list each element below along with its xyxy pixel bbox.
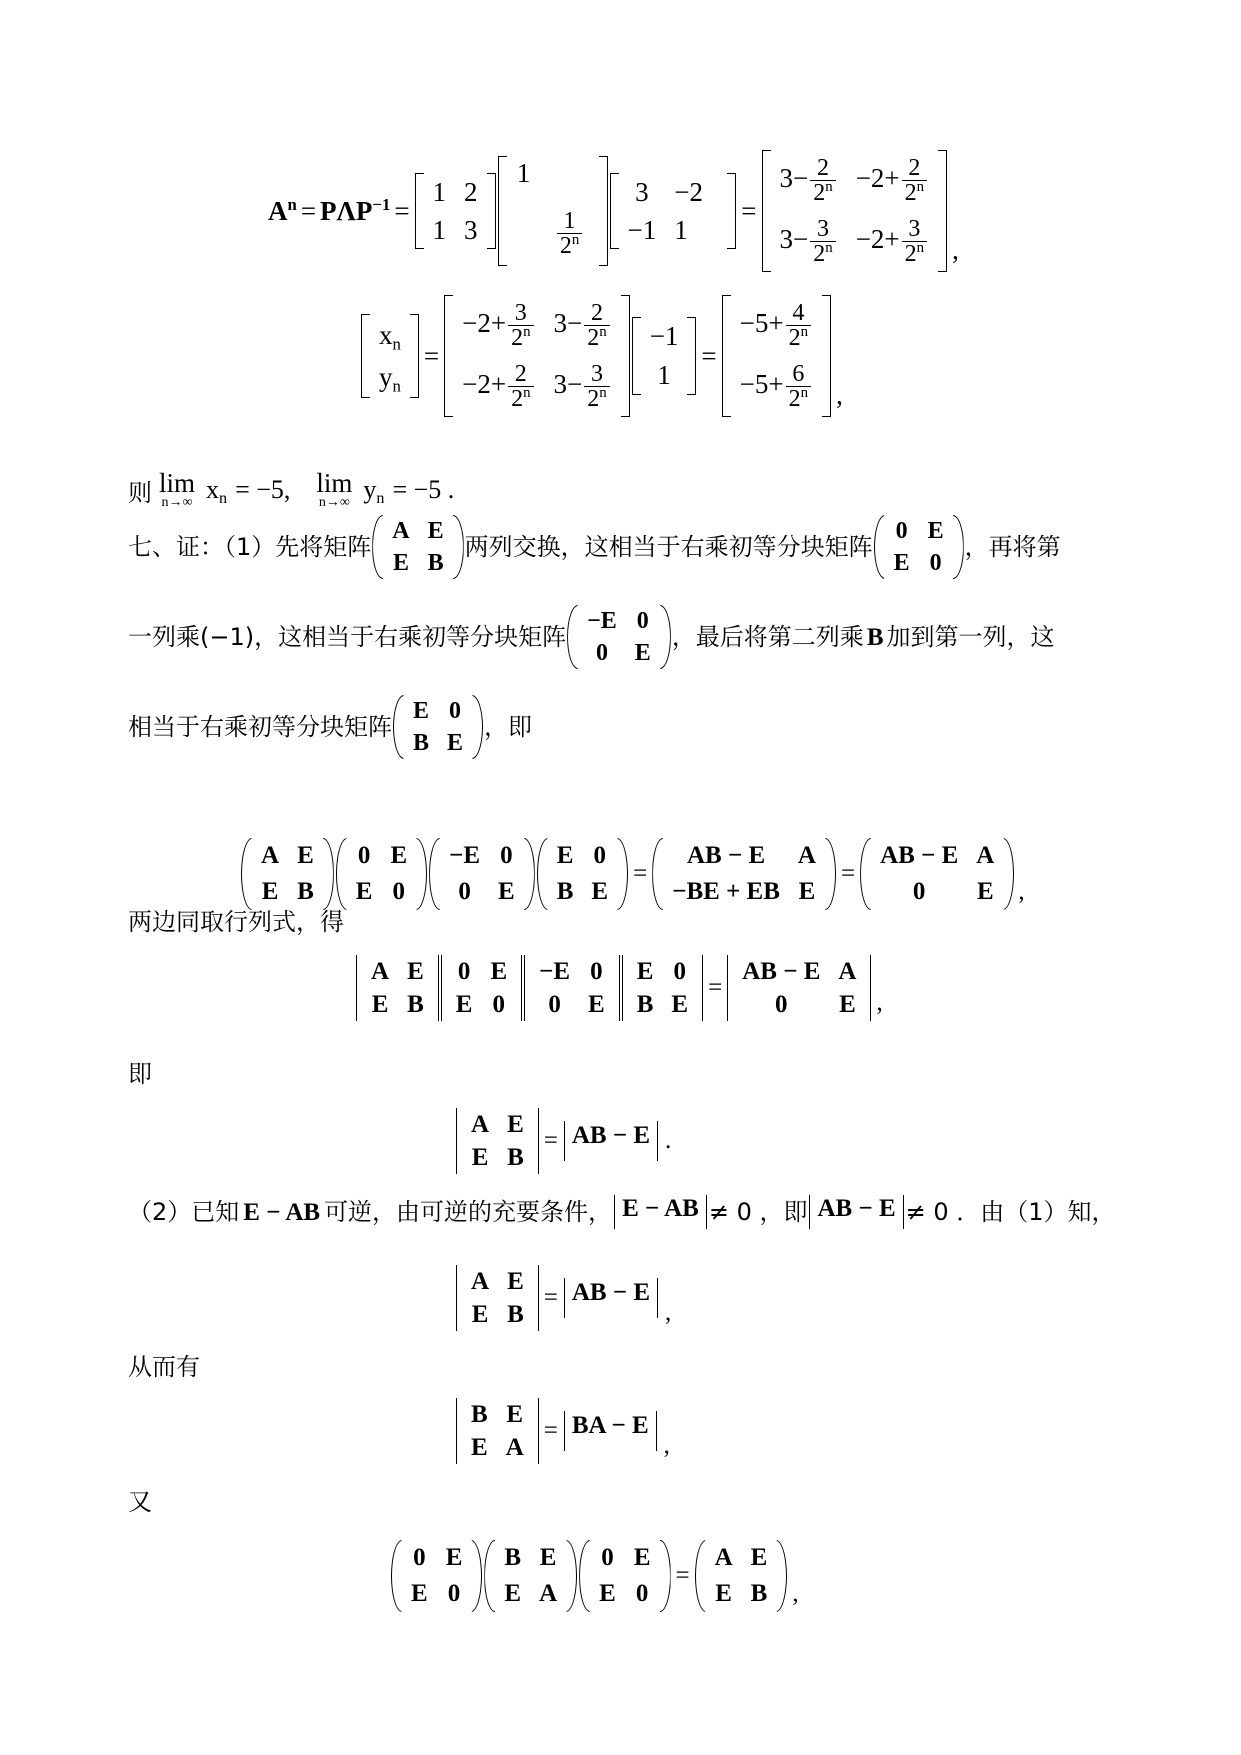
mat-cell: −BE + EB bbox=[672, 878, 780, 905]
vector-xn-yn bbox=[361, 314, 419, 398]
det-cell: E bbox=[455, 990, 473, 1018]
det-cell: E bbox=[506, 1400, 524, 1428]
mat-cell: −E bbox=[449, 842, 481, 869]
det-5 bbox=[727, 955, 871, 1021]
det4-rhs-abs bbox=[564, 1411, 657, 1451]
eq1-equals-2: = bbox=[394, 195, 410, 226]
mat-cell: E bbox=[411, 1580, 428, 1607]
frac-numerator: 1 bbox=[563, 207, 576, 234]
mat-cell: E bbox=[633, 1544, 651, 1571]
equation-xn-yn bbox=[360, 295, 843, 417]
limit-operator-1 bbox=[155, 470, 199, 510]
determinant-equation-2 bbox=[455, 1108, 671, 1174]
bigeq-matrix-6 bbox=[860, 838, 1014, 910]
mat-cell: 0 bbox=[636, 608, 649, 634]
matrix-p bbox=[415, 173, 496, 249]
eq1-lambda: Λ bbox=[336, 195, 356, 226]
mat-cell: AB − E bbox=[686, 842, 766, 869]
p6-abs-1 bbox=[614, 1195, 707, 1229]
section-seven-paragraph-3 bbox=[128, 695, 532, 759]
ji-text-1: 即 bbox=[128, 1060, 152, 1088]
eq2-cell-r1c1: −2+ $\frac{3}{2^n}$ bbox=[453, 299, 544, 353]
matrix-minus-e-0-0-e bbox=[567, 605, 671, 669]
det-cell: 0 bbox=[548, 990, 561, 1018]
para1-text-b: 两列交换，这相当于右乘初等分块矩阵 bbox=[464, 533, 873, 561]
limit-operator-2 bbox=[312, 470, 356, 510]
result-cell-r2c1: 3− $\frac{3}{2^n}$ bbox=[771, 215, 847, 269]
matrix-pinv-cell: −2 bbox=[674, 176, 704, 207]
det-cell: E bbox=[507, 1267, 524, 1295]
mat-cell: A bbox=[392, 518, 410, 544]
lasteq-matrix-2 bbox=[484, 1540, 577, 1612]
det-cell: A bbox=[471, 1267, 490, 1295]
matrix-0-e-e-0 bbox=[874, 515, 964, 579]
p6-text-d: ≠ 0 ．由（1）知， bbox=[905, 1198, 1116, 1226]
det-cell: B bbox=[507, 1143, 524, 1171]
mat-cell: E bbox=[297, 842, 314, 869]
mat-cell: 0 bbox=[929, 550, 942, 576]
det4-lhs bbox=[456, 1398, 539, 1464]
last-matrix-equation bbox=[390, 1540, 799, 1612]
det-cell: B bbox=[636, 990, 654, 1018]
mat-cell: 0 bbox=[593, 842, 607, 869]
det-cell: A bbox=[505, 1433, 524, 1461]
det-cell: E bbox=[671, 990, 689, 1018]
det-4 bbox=[622, 955, 703, 1021]
bigeq-matrix-3 bbox=[429, 838, 535, 910]
mat-cell: E bbox=[927, 518, 944, 544]
abs-content: BA − E bbox=[571, 1412, 649, 1439]
mat-cell: E bbox=[798, 878, 816, 905]
det2-period: . bbox=[665, 1127, 672, 1154]
det-cell: 0 bbox=[673, 957, 687, 985]
det-cell: B bbox=[471, 1400, 488, 1428]
mat-cell: B bbox=[297, 878, 314, 905]
det-cell: E bbox=[636, 957, 654, 985]
matrix-pinv-cell: 1 bbox=[674, 214, 688, 245]
det2-rhs-abs bbox=[564, 1121, 658, 1161]
matrix-lambda-blank bbox=[507, 232, 541, 236]
matrix-lambda-cell-frac bbox=[546, 207, 593, 261]
matrix-a-e-e-b bbox=[372, 515, 463, 579]
mat-cell: B bbox=[556, 878, 574, 905]
lim-subscript: n→∞ bbox=[161, 495, 193, 510]
mat-cell: 0 bbox=[912, 878, 926, 905]
limit-value-y: = −5 . bbox=[392, 475, 455, 504]
mat-cell: E bbox=[445, 1544, 463, 1571]
det2-equals: = bbox=[543, 1127, 558, 1154]
eq1-comma: , bbox=[952, 235, 959, 265]
eq2-cell-r1c2: 3− $\frac{2}{2^n}$ bbox=[545, 299, 621, 353]
mat-cell: E bbox=[392, 550, 409, 576]
det-cell: A bbox=[838, 957, 857, 985]
mat-cell: A bbox=[976, 842, 995, 869]
matrix-lambda-cell: 1 bbox=[516, 158, 531, 188]
eq2-equals: = bbox=[423, 340, 440, 371]
result-vector bbox=[722, 295, 831, 417]
det-cell: A bbox=[471, 1110, 490, 1138]
det-cell: E bbox=[471, 1433, 488, 1461]
eq2-cell-r2c2: 3− $\frac{3}{2^n}$ bbox=[545, 360, 621, 414]
matrix-pinv-cell: −1 bbox=[627, 214, 657, 245]
mat-cell: 0 bbox=[447, 1580, 461, 1607]
determinant-equation-1 bbox=[350, 955, 883, 1021]
bigeq-equals: = bbox=[633, 860, 648, 887]
mat-cell: 0 bbox=[601, 1544, 614, 1571]
abs-content: E − AB bbox=[622, 1195, 699, 1222]
matrix-an-expanded bbox=[444, 295, 630, 417]
det-1 bbox=[351, 955, 439, 1021]
det-cell: 0 bbox=[775, 990, 788, 1018]
det-cell: E bbox=[371, 990, 389, 1018]
eq1-lhs-exponent: n bbox=[287, 194, 297, 214]
det-cell: 0 bbox=[492, 990, 506, 1018]
det3-comma: , bbox=[665, 1299, 672, 1326]
det-2 bbox=[441, 955, 522, 1021]
det-cell: 0 bbox=[457, 957, 471, 985]
bigeq-matrix-2 bbox=[336, 838, 427, 910]
limit-prefix: 则 bbox=[128, 478, 152, 507]
matrix-pinv-cell: 3 bbox=[635, 176, 649, 207]
det-cell: B bbox=[507, 1300, 524, 1328]
vector-cell-yn: $y_n$ bbox=[379, 361, 401, 395]
matrix-lambda-blank bbox=[541, 177, 599, 181]
eq2-comma: , bbox=[836, 380, 843, 410]
mat-cell: E bbox=[355, 878, 373, 905]
lim-text: lim bbox=[159, 468, 196, 498]
p6-text-b: 可逆，由可逆的充要条件， bbox=[324, 1198, 613, 1226]
eq2-equals-2: = bbox=[701, 340, 717, 371]
mat-cell: E bbox=[427, 518, 444, 544]
mat-cell: 0 bbox=[357, 842, 371, 869]
limit-value-x: = −5, bbox=[235, 475, 291, 504]
mat-cell: E bbox=[498, 878, 515, 905]
bigeq-comma: , bbox=[1018, 878, 1025, 905]
mat-cell: B bbox=[750, 1580, 768, 1607]
det4-equals: = bbox=[543, 1417, 558, 1444]
para3-text-a: 相当于右乘初等分块矩阵 bbox=[128, 713, 392, 741]
mat-cell: E bbox=[750, 1544, 768, 1571]
abs-content: AB − E bbox=[571, 1279, 651, 1306]
det-cell: E bbox=[471, 1300, 489, 1328]
matrix-p-cell: 1 bbox=[432, 176, 447, 207]
bigeq-matrix-1 bbox=[241, 838, 334, 910]
lasteq-matrix-4 bbox=[695, 1540, 788, 1612]
result-cell-r1c1: 3− $\frac{2}{2^n}$ bbox=[771, 154, 847, 208]
column-vector-minus1-1 bbox=[632, 317, 697, 395]
mat-cell: 0 bbox=[595, 640, 608, 666]
colvec-cell: 1 bbox=[657, 360, 671, 390]
det-cell: A bbox=[371, 957, 390, 985]
equation-a-power-n bbox=[268, 150, 959, 272]
paragraph-ji-1 bbox=[128, 1062, 152, 1086]
mat-cell: B bbox=[413, 730, 430, 756]
mat-cell: E bbox=[715, 1580, 732, 1607]
eq1-equals-3: = bbox=[741, 195, 757, 226]
mat-cell: E bbox=[893, 550, 910, 576]
mat-cell: A bbox=[261, 842, 280, 869]
matrix-p-cell: 1 bbox=[432, 214, 447, 245]
bigeq-matrix-5 bbox=[652, 838, 836, 910]
mat-cell: E bbox=[413, 698, 430, 724]
det-cell: E bbox=[588, 990, 605, 1018]
para2-bold-b: B bbox=[866, 623, 884, 651]
frac-denominator: 2$^n$ bbox=[557, 233, 582, 258]
matrix-p-cell: 2 bbox=[464, 176, 478, 207]
mat-cell: 0 bbox=[449, 698, 462, 724]
det-cell: E bbox=[471, 1143, 489, 1171]
matrix-result-an bbox=[762, 150, 948, 272]
para2-text-a: 一列乘(−1)，这相当于右乘初等分块矩阵 bbox=[128, 623, 567, 651]
lasteq-comma: , bbox=[792, 1580, 799, 1607]
lim-subscript: n→∞ bbox=[318, 495, 350, 510]
mat-cell: 0 bbox=[458, 878, 471, 905]
det3-lhs bbox=[456, 1265, 539, 1331]
matrix-p-inverse bbox=[610, 173, 737, 249]
result-vector-r2: −5+ $\frac{6}{2^n}$ bbox=[731, 360, 822, 414]
paragraph-congerYou bbox=[128, 1355, 200, 1379]
mat-cell: 0 bbox=[895, 518, 908, 544]
determinant-equation-3 bbox=[455, 1265, 671, 1331]
mat-cell: E bbox=[447, 730, 464, 756]
det2-lhs bbox=[456, 1108, 539, 1174]
det3-equals: = bbox=[543, 1284, 558, 1311]
paragraph-you bbox=[128, 1490, 152, 1514]
section-seven-paragraph-2-part bbox=[128, 1195, 1116, 1229]
mat-cell: E bbox=[556, 842, 574, 869]
eq2-cell-r2c1: −2+ $\frac{2}{2^n}$ bbox=[453, 360, 544, 414]
mat-cell: E bbox=[591, 878, 609, 905]
det-cell: E bbox=[839, 990, 856, 1018]
result-vector-r1: −5+ $\frac{4}{2^n}$ bbox=[731, 299, 822, 353]
section-seven-paragraph-2 bbox=[128, 605, 1055, 669]
matrix-e-0-b-e bbox=[393, 695, 483, 759]
limit-var-x: $x_n$ bbox=[206, 475, 228, 508]
mat-cell: A bbox=[539, 1580, 558, 1607]
mat-cell: E bbox=[390, 842, 408, 869]
p6-bold-e-minus-ab: E − AB bbox=[243, 1198, 321, 1226]
det-cell: E bbox=[507, 1110, 524, 1138]
abs-content: AB − E bbox=[571, 1122, 651, 1149]
mat-cell: A bbox=[797, 842, 816, 869]
det4-comma: , bbox=[663, 1432, 670, 1459]
det-comma: , bbox=[876, 989, 883, 1016]
det-cell: B bbox=[407, 990, 424, 1018]
det-cell: E bbox=[490, 957, 508, 985]
det-cell: AB − E bbox=[742, 957, 821, 985]
result-cell-r2c2: −2+ $\frac{3}{2^n}$ bbox=[847, 215, 938, 269]
lasteq-equals: = bbox=[675, 1562, 690, 1589]
lasteq-matrix-1 bbox=[391, 1540, 482, 1612]
abs-content: AB − E bbox=[817, 1195, 896, 1222]
det-equals: = bbox=[708, 974, 723, 1001]
mat-cell: E bbox=[261, 878, 279, 905]
mat-cell: B bbox=[427, 550, 444, 576]
mat-cell: E bbox=[634, 640, 651, 666]
para1-text-c: ，再将第 bbox=[964, 533, 1061, 561]
section-seven-paragraph-1 bbox=[128, 515, 1061, 579]
para3-text-b: ，即 bbox=[484, 713, 533, 741]
vector-cell-xn: $x_n$ bbox=[379, 319, 401, 353]
p6-text-c: ≠ 0 ，即 bbox=[708, 1198, 808, 1226]
mat-cell: E bbox=[599, 1580, 616, 1607]
det-3 bbox=[524, 955, 620, 1021]
limit-var-y: $y_n$ bbox=[363, 475, 385, 508]
matrix-p-cell: 3 bbox=[464, 214, 478, 245]
det-cell: E bbox=[407, 957, 424, 985]
paragraph-take-determinant bbox=[128, 910, 344, 934]
determinant-equation-4 bbox=[455, 1398, 670, 1464]
big-matrix-product-equation bbox=[240, 838, 1025, 910]
mat-cell: B bbox=[504, 1544, 522, 1571]
eq1-p-inverse: $P^{-1}$ bbox=[355, 194, 391, 226]
colvec-cell: −1 bbox=[649, 321, 679, 351]
bigeq-matrix-4 bbox=[537, 838, 628, 910]
p6-text-a: （2）已知 bbox=[128, 1198, 240, 1226]
eq1-equals: = bbox=[300, 195, 317, 226]
mat-cell: 0 bbox=[635, 1580, 649, 1607]
you-text: 又 bbox=[128, 1488, 152, 1516]
mat-cell: A bbox=[714, 1544, 733, 1571]
det-cell: −E bbox=[539, 957, 571, 985]
det-intro-text: 两边同取行列式，得 bbox=[128, 908, 344, 936]
lasteq-matrix-3 bbox=[579, 1540, 670, 1612]
limit-statement bbox=[128, 470, 454, 510]
lim-text: lim bbox=[316, 468, 353, 498]
mat-cell: E bbox=[539, 1544, 557, 1571]
para2-text-b: ，最后将第二列乘 bbox=[671, 623, 864, 651]
para1-text-a: 七、证：（1）先将矩阵 bbox=[128, 533, 372, 561]
mat-cell: E bbox=[504, 1580, 522, 1607]
p6-abs-2 bbox=[809, 1195, 903, 1229]
mat-cell: E bbox=[976, 878, 994, 905]
matrix-lambda bbox=[498, 156, 608, 266]
mat-cell: −E bbox=[587, 608, 617, 634]
result-cell-r1c2: −2+ $\frac{2}{2^n}$ bbox=[847, 154, 938, 208]
mat-cell: 0 bbox=[392, 878, 406, 905]
mat-cell: AB − E bbox=[880, 842, 959, 869]
eq1-p: P bbox=[320, 195, 337, 226]
eq1-lhs: $A^n$ bbox=[268, 194, 297, 226]
bigeq-equals-2: = bbox=[840, 860, 856, 887]
mat-cell: 0 bbox=[413, 1544, 426, 1571]
det-cell: 0 bbox=[590, 957, 603, 985]
det3-rhs-abs bbox=[564, 1278, 658, 1318]
conger-text: 从而有 bbox=[128, 1353, 200, 1381]
mat-cell: 0 bbox=[500, 842, 513, 869]
para2-text-c: 加到第一列，这 bbox=[886, 623, 1055, 651]
